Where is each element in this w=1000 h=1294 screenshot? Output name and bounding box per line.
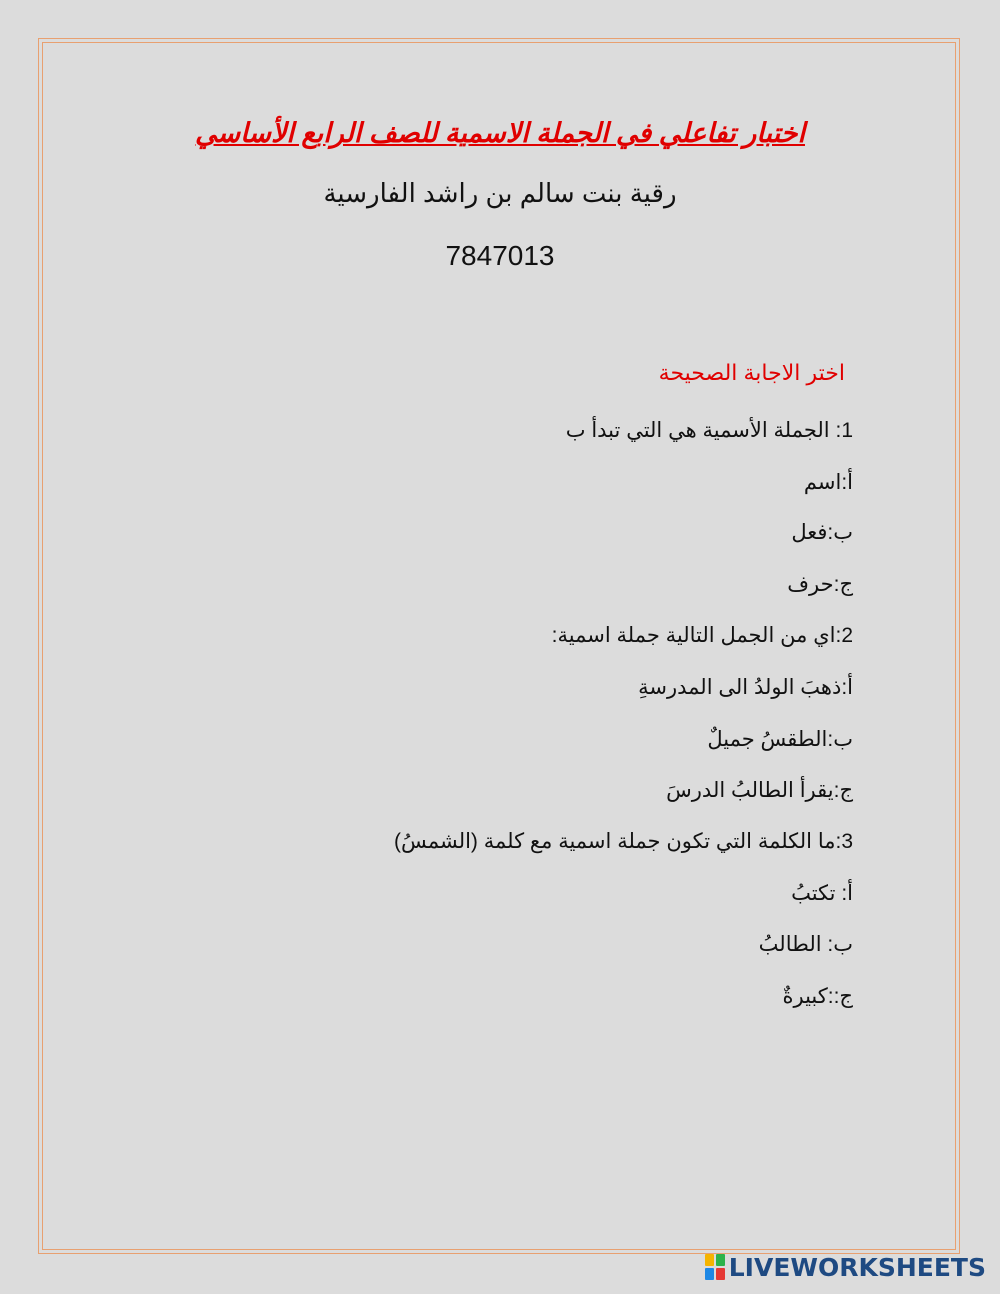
- liveworksheets-logo-icon: [705, 1254, 725, 1280]
- q3-option-c[interactable]: ج::كبيرةٌ: [782, 985, 853, 1008]
- q2-option-b[interactable]: ب:الطقسُ جميلٌ: [707, 728, 853, 751]
- question-2: 2:اي من الجمل التالية جملة اسمية:: [551, 624, 853, 647]
- q2-option-c[interactable]: ج:يقرأ الطالبُ الدرسَ: [666, 779, 853, 802]
- brand-name: LIVEWORKSHEETS: [728, 1252, 986, 1282]
- q3-option-a[interactable]: أ: تكتبُ: [791, 882, 853, 905]
- q1-option-a[interactable]: أ:اسم: [803, 471, 853, 494]
- author-name: رقية بنت سالم بن راشد الفارسية: [323, 178, 677, 208]
- q2-option-a[interactable]: أ:ذهبَ الولدُ الى المدرسةِ: [638, 676, 853, 699]
- instruction-text: اختر الاجابة الصحيحة: [658, 360, 845, 385]
- q1-option-c[interactable]: ج:حرف: [787, 573, 853, 596]
- liveworksheets-brand: [705, 1252, 986, 1282]
- q3-option-b[interactable]: ب: الطالبُ: [758, 933, 853, 956]
- question-3: 3:ما الكلمة التي تكون جملة اسمية مع كلمة (الشمسُ): [394, 830, 853, 853]
- q1-option-b[interactable]: ب:فعل: [791, 521, 853, 544]
- question-1: 1: الجملة الأسمية هي التي تبدأ ب: [565, 419, 853, 442]
- worksheet-code: 7847013: [445, 240, 555, 271]
- worksheet-title: اختبار تفاعلي في الجملة الاسمية للصف الرابع الأساسي: [195, 118, 805, 148]
